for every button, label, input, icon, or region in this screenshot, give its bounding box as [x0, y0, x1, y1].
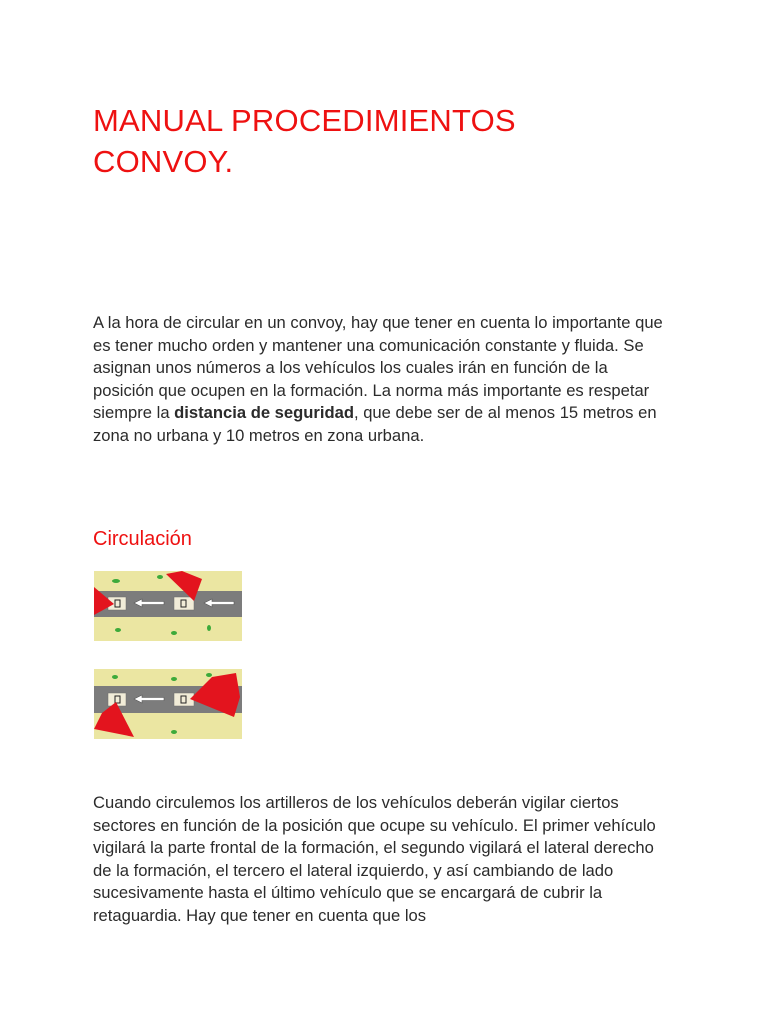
vegetation-dot [115, 628, 121, 632]
title-line-1: MANUAL PROCEDIMIENTOS [93, 103, 516, 138]
vegetation-dot [112, 675, 118, 679]
vegetation-dot [112, 579, 120, 583]
vegetation-dot [171, 677, 177, 681]
safety-distance-emphasis: distancia de seguridad [174, 403, 354, 423]
intro-text-end: , que debe ser de al menos 15 metros en zona no urbana y 10 metros en zona urbana. [93, 403, 657, 445]
vegetation-dot [157, 575, 163, 579]
convoy-diagram-rear-sector [94, 669, 242, 739]
vegetation-dot [171, 730, 177, 734]
vegetation-dot [206, 673, 212, 677]
vehicle-second [174, 693, 194, 706]
intro-text-start: A la hora de circular en un convoy, hay que tener en cuenta lo importante que es tener mucho orden y mantener una comunicación constante y fluida. Se asignan unos números a los vehículos los cuales irán en función de la posición que ocupen en la formación. La norma más importante es respetar siempre la [93, 313, 663, 423]
vegetation-dot [171, 631, 177, 635]
title-line-2: CONVOY. [93, 144, 234, 179]
circulation-paragraph: Cuando circulemos los artilleros de los vehículos deberán vigilar ciertos sectores en función de la posición que ocupe su vehículo. El primer vehículo vigilará la parte frontal de la formación, el segundo vigilará el lateral derecho de la formación, el tercero el lateral izquierdo, y así cambiando de lado sucesivamente hasta el último vehículo que se encargará de cubrir la retaguardia. Hay que tener en cuenta que los [93, 793, 656, 925]
vehicle-second [174, 597, 194, 610]
section-heading-circulacion: Circulación [93, 528, 192, 550]
convoy-diagram-front-sector [94, 571, 242, 641]
document-title [93, 100, 693, 182]
vegetation-dot [207, 625, 211, 631]
intro-paragraph [93, 312, 673, 448]
